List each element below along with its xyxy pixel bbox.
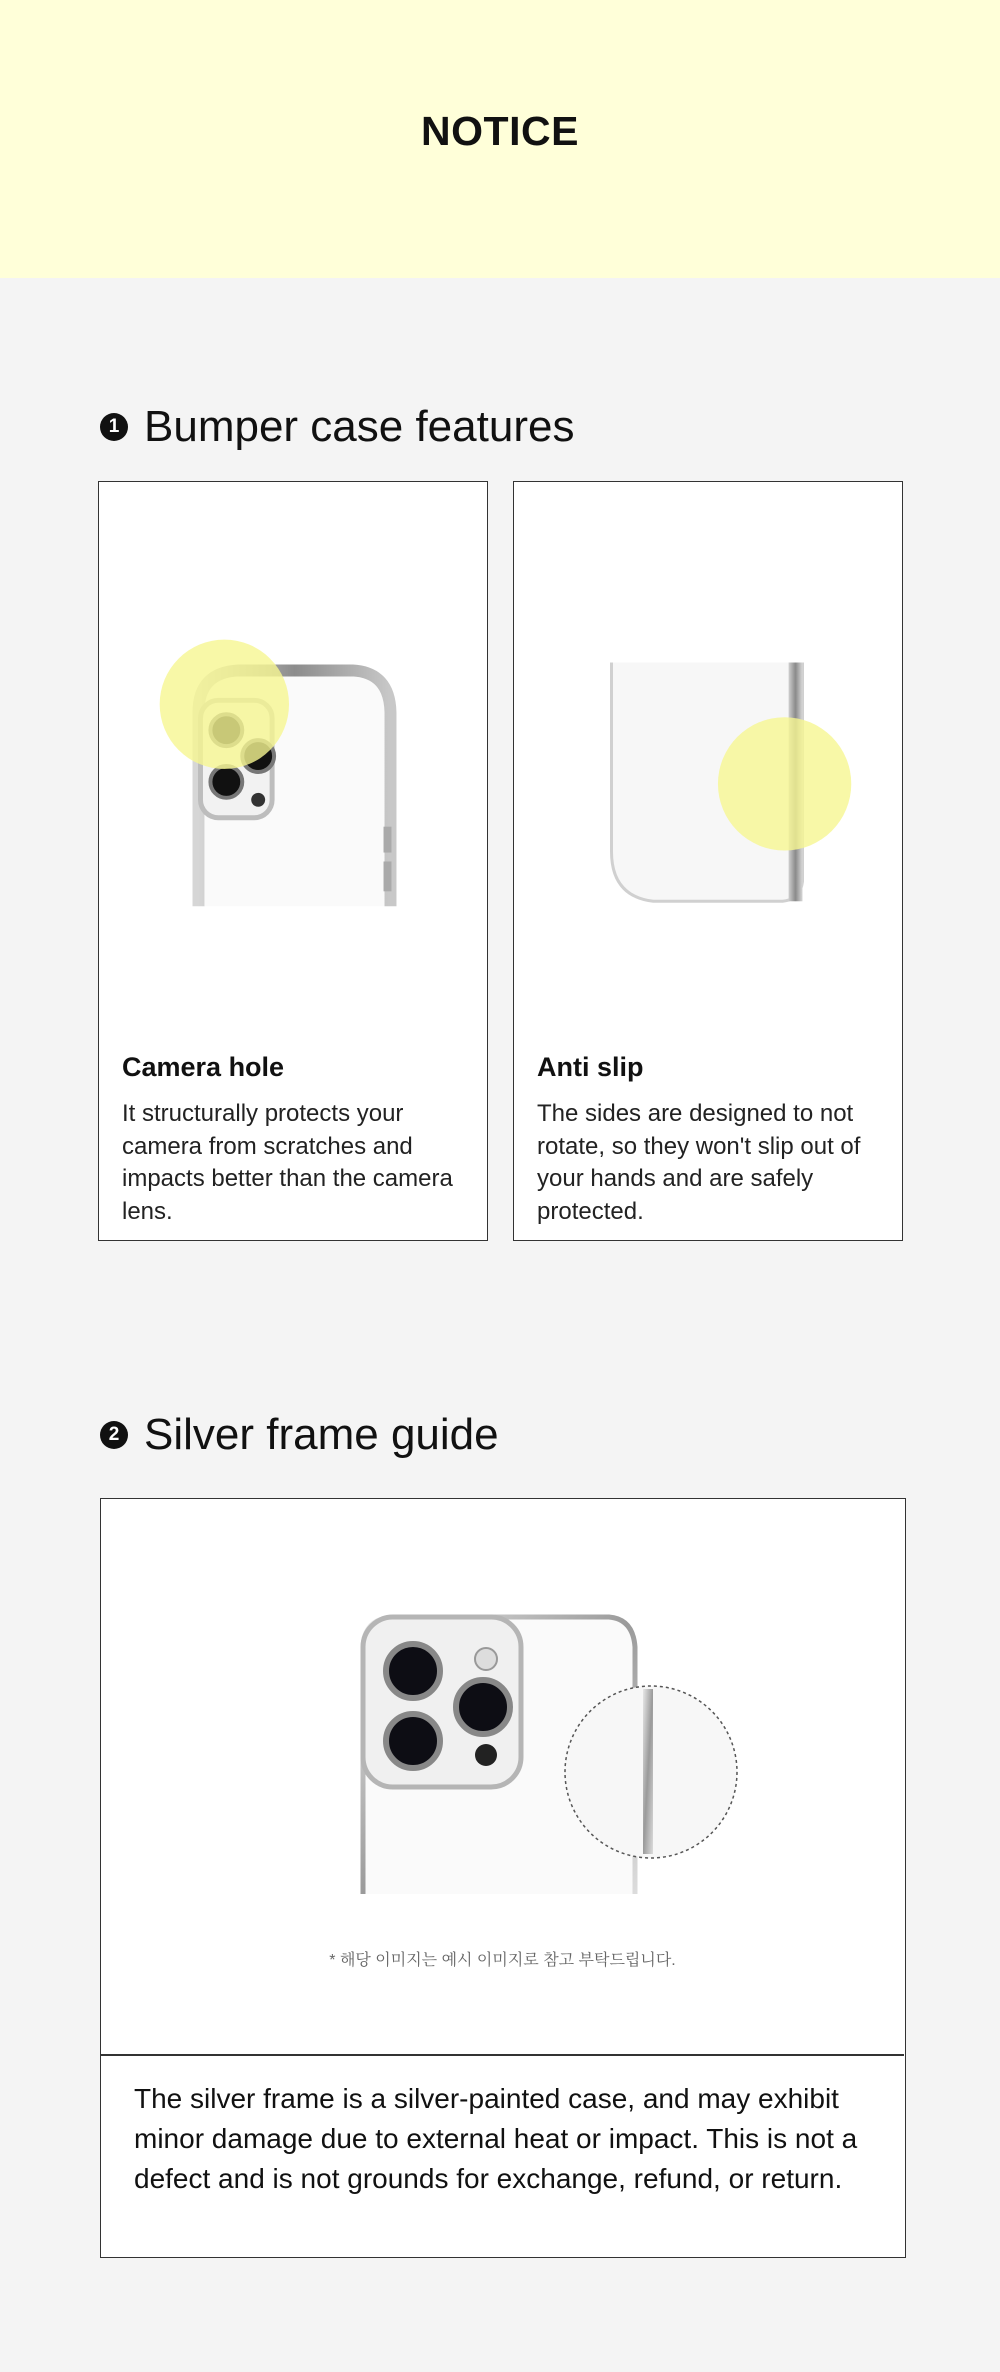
card-title: Camera hole bbox=[122, 1052, 285, 1082]
page-title: NOTICE bbox=[421, 108, 579, 154]
silver-frame-guide-box bbox=[100, 1498, 906, 2258]
section-heading-bumper bbox=[100, 402, 574, 452]
divider bbox=[101, 2054, 904, 2056]
silver-frame-notice: The silver frame is a silver-painted case, and may exhibit minor damage due to external heat or impact. This is not a defect and is not grounds for exchange, refund, or return. bbox=[134, 2083, 858, 2194]
camera-case-image bbox=[99, 482, 487, 1042]
notice-header bbox=[0, 0, 1000, 278]
feature-card-camera-hole bbox=[98, 481, 488, 1241]
section-heading-silver bbox=[100, 1410, 499, 1460]
card-title: Anti slip bbox=[537, 1052, 644, 1082]
feature-card-anti-slip bbox=[513, 481, 903, 1241]
number-badge: 1 bbox=[100, 413, 128, 441]
section-title: Bumper case features bbox=[144, 402, 575, 451]
card-description: It structurally protects your camera from scratches and impacts better than the camera lens. bbox=[122, 1100, 453, 1225]
anti-slip-case-image bbox=[514, 482, 902, 1042]
section-title: Silver frame guide bbox=[144, 1410, 499, 1459]
card-description: The sides are designed to not rotate, so they won't slip out of your hands and are safely protected. bbox=[537, 1100, 861, 1225]
image-caption: * 해당 이미지는 예시 이미지로 참고 부탁드립니다. bbox=[329, 1952, 676, 1969]
number-badge: 2 bbox=[100, 1421, 128, 1449]
